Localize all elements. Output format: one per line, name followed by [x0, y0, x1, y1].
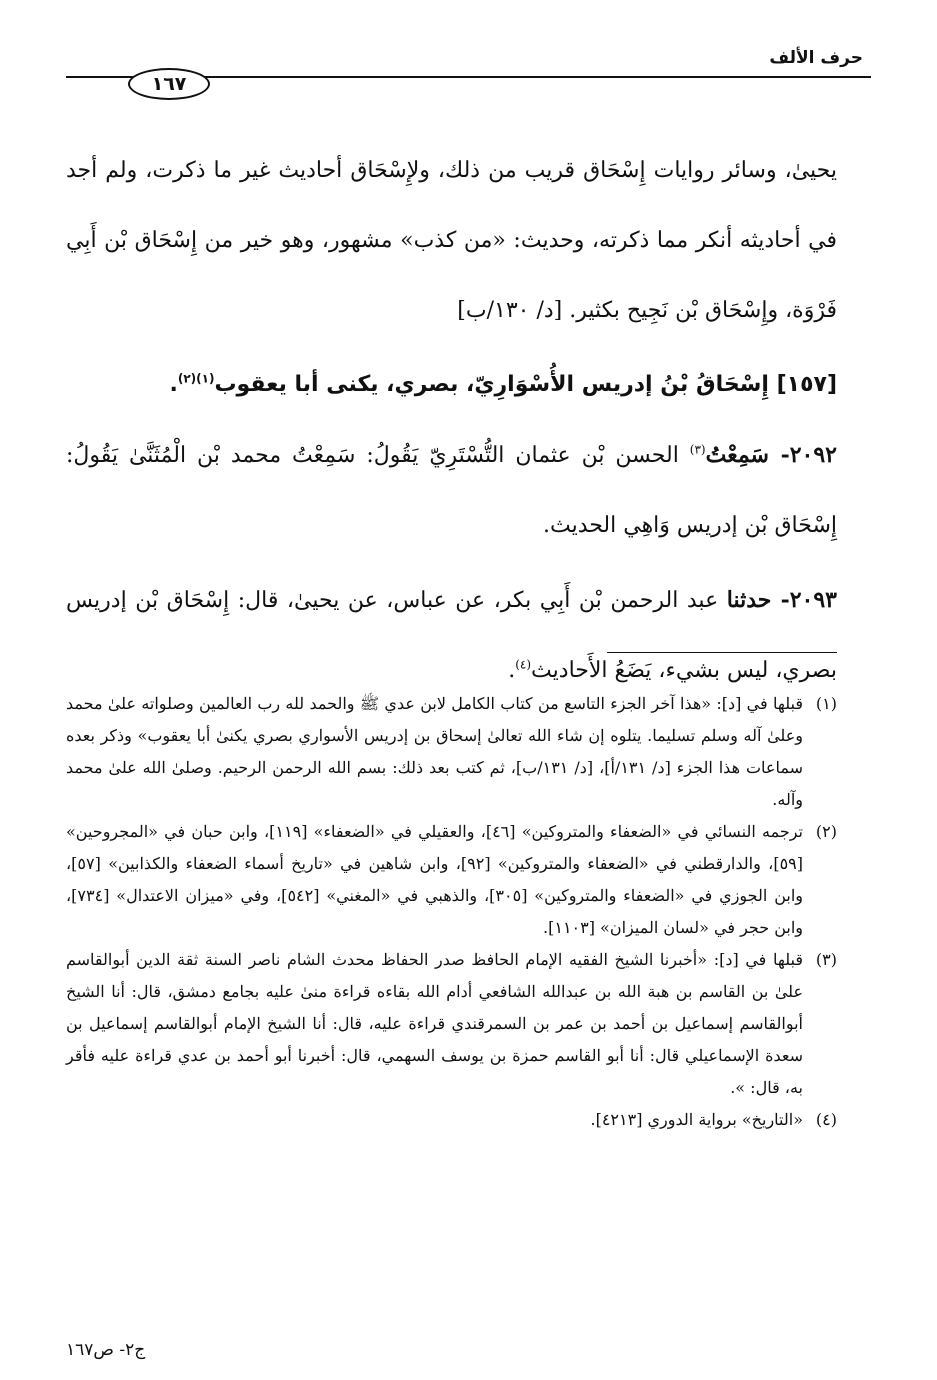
hadith-2093: ٢٠٩٣- حدثنا عبد الرحمن بْن أَبِي بكر، عن عباس، عن يحيىٰ، قال: إِسْحَاق بْن إدريس بصري، ليس بشيء، يَضَعُ الأَحاديث$^{(٤)}$. [66, 587, 837, 683]
footnote-ref: (٢) [177, 371, 197, 386]
footnote-ref: (١) [196, 371, 215, 386]
chapter-title: حرف الألف [769, 48, 863, 68]
footnote [66, 816, 837, 944]
page-header [66, 48, 871, 95]
entry-heading-text: [١٥٧] إِسْحَاقُ بْنُ إدريس الأُسْوَارِيّ، بصري، يكنى أبا يعقوب [214, 372, 837, 397]
hadith-number: ٢٠٩٢- سَمِعْتُ [705, 442, 837, 468]
footnotes [66, 688, 837, 1136]
footnote-text: «التاريخ» برواية الدوري [٤٢١٣]. [590, 1110, 803, 1129]
hadith-text: عبد الرحمن بْن أَبِي بكر، عن عباس، عن يحيىٰ، قال: إِسْحَاق بْن إدريس بصري، ليس بشيء، يَضَعُ الأَحاديث [66, 588, 837, 683]
footnote-separator [607, 652, 837, 653]
page-number-badge: ١٦٧ [128, 68, 210, 100]
footnote-text: قبلها في [د]: «أخبرنا الشيخ الفقيه الإمام الحافظ صدر الحفاظ محدث الشام ناصر السنة ثقة الدين أبوالقاسم علىٰ بن القاسم بن هبة الله بن عبدالله الشافعي أدام الله بقاءه قراءة منىٰ عليه بجامع دمشق، قال: أنا الشيخ أبوالقاسم إسماعيل بن أحمد بن عمر بن السمرقندي قراءة عليه، قال: أنا الشيخ الإمام أبوالقاسم إسماعيل بن سعدة الإسماعيلي قال: أنا أبو القاسم حمزة بن يوسف السهمي، قال: أخبرنا أبو أحمد بن عدي قراءة عليه فأقر به، قال: ». [66, 950, 803, 1097]
footnote-text: قبلها في [د]: «هذا آخر الجزء التاسع من كتاب الكامل لابن عدي ﷺ والحمد لله رب العالمين وصلواته علىٰ محمد وعلىٰ آله وسلم تسليما. يتلوه إن شاء الله تعالىٰ إسحاق بن إدريس الأسواري بصري يكنىٰ أبا يعقوب» وذكر بعده سماعات هذا الجزء [د/ ١٣١/أ]، [د/ ١٣١/ب]، ثم كتب بعد ذلك: بسم الله الرحمن الرحيم. وصلىٰ الله علىٰ محمد وآله. [66, 694, 803, 809]
footnote [66, 1104, 837, 1136]
footnote-number: (٢) [815, 822, 837, 841]
hadith-2092 [66, 420, 837, 561]
page-reference: ج٢- ص١٦٧ [66, 1340, 146, 1360]
main-text [66, 136, 837, 706]
entry-heading: [١٥٧] إِسْحَاقُ بْنُ إدريس الأُسْوَارِيّ، بصري، يكنى أبا يعقوب$^{(١)(٢)}$. [169, 371, 837, 397]
hadith-number: ٢٠٩٣- حدثنا [726, 587, 837, 613]
paragraph: يحيىٰ، وسائر روايات إِسْحَاق قريب من ذلك، ولإِسْحَاق أحاديث غير ما ذكرت، ولم أجد في أحاديثه أنكر مما ذكرته، وحديث: «من كذب» مشهور، وهو خير من إِسْحَاق بْن أَبِي فَرْوَة، وإِسْحَاق بْن نَجِيح بكثير. [د/ ١٣٠/ب] [66, 158, 837, 323]
footnote-ref: (٤) [515, 657, 532, 672]
footnote-number: (٤) [815, 1110, 837, 1129]
footnote-number: (٣) [815, 950, 837, 969]
hadith-text: الحسن بْن عثمان التُّسْتَرِيّ يَقُولُ: سَمِعْتُ محمد بْن الْمُثَنَّىٰ يَقُولُ: إِسْحَاق بْن إدريس وَاهِي الحديث. [66, 443, 837, 538]
footnote-ref: (٣) [689, 442, 706, 457]
footnote [66, 944, 837, 1104]
footnote [66, 688, 837, 816]
footnote-number: (١) [815, 694, 837, 713]
footnote-text: ترجمه النسائي في «الضعفاء والمتروكين» [٤٦]، والعقيلي في «الضعفاء» [١١٩]، وابن حبان في «المجروحين» [٥٩]، والدارقطني في «الضعفاء والمتروكين» [٩٢]، وابن شاهين في «تاريخ أسماء الضعفاء والكذابين» [٥٧]، وابن الجوزي في «الضعفاء والمتروكين» [٣٠٥]، والذهبي في «المغني» [٥٤٢]، وفي «ميزان الاعتدال» [٧٣٤]، وابن حجر في «لسان الميزان» [١١٠٣]. [66, 822, 804, 937]
